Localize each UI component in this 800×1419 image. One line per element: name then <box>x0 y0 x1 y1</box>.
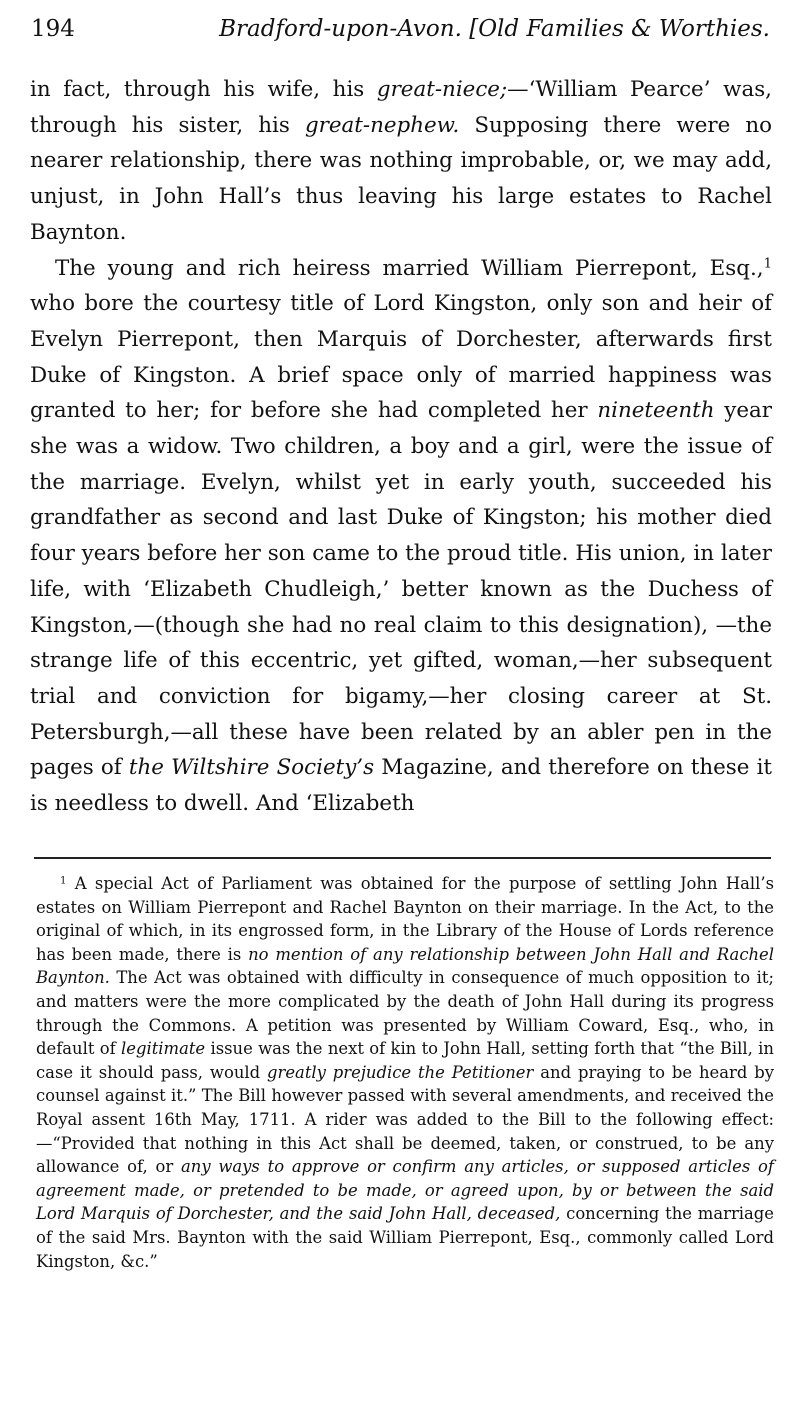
italic-span: legitimate <box>121 1039 206 1059</box>
italic-span: no mention of any relationship between John Hall and Rachel Baynton. <box>36 944 774 988</box>
italic-span: greatly prejudice the Petitioner <box>267 1062 534 1082</box>
text-span: in fact, through his wife, his <box>30 77 377 102</box>
text-span: and praying to be heard by counsel against it.” The Bill however passed with several amendments, and received the Royal assent 16th May, 1711. A rider was added to the Bill to the following effect:—“Provided that nothing in this Act shall be deemed, taken, or construed, to be any allowance of, or <box>36 1062 774 1177</box>
running-head <box>219 16 770 42</box>
text-span: Magazine, and therefore on these it is needless to dwell. And ‘Elizabeth <box>30 755 773 817</box>
text-span: A special Act of Parliament was obtained for the purpose of settling John Hall’s estates on William Pierrepont and Rachel Baynton on their marriage. In the Act, to the original of which, in its engrossed form, in the Library of the House of Lords reference has been made, there is <box>36 874 774 964</box>
text-span: issue was the next of kin to John Hall, setting forth that “the Bill, in case it should pass, would <box>36 1039 774 1082</box>
footnote-reference: 1 <box>763 256 772 272</box>
footnote-divider <box>34 857 771 859</box>
italic-span: great-niece; <box>376 77 508 102</box>
body-text <box>30 72 772 822</box>
text-span: Supposing there were no nearer relationship, there was nothing improbable, or, we may add, unjust, in John Hall’s thus leaving his large estates to Rachel Baynton. <box>30 112 772 245</box>
italic-span: any ways to approve or confirm any articles, or supposed articles of agreement made, or pretended to be made, or agreed upon, by or between the said Lord Marquis of Dorchester, and the said John Hall, deceased, <box>36 1157 774 1224</box>
running-title: Bradford-upon-Avon. <box>219 16 462 42</box>
paragraph-1 <box>30 72 772 251</box>
text-span: The Act was obtained with difficulty in consequence of much opposition to it; and matters were the more complicated by the death of John Hall during its progress through the Commons. A petition was presented by William Coward, Esq., who, in default of <box>36 968 774 1059</box>
text-span: The young and rich heiress married William Pierrepont, Esq., <box>55 255 764 281</box>
text-span: concerning the marriage of the said Mrs. Baynton with the said William Pierrepont, Esq., commonly called Lord Kingston, &c.” <box>36 1204 774 1271</box>
page-number: 194 <box>31 16 75 42</box>
italic-span: great-nephew. <box>304 112 460 138</box>
footnote-marker: 1 <box>60 875 67 887</box>
footnote-text <box>36 872 774 1273</box>
text-span: —‘William Pearce’ was, through his sister, his <box>30 77 772 138</box>
italic-span: the Wiltshire Society’s <box>128 755 375 781</box>
paragraph-2 <box>30 251 772 822</box>
footnote <box>36 872 774 1273</box>
running-section: [Old Families & Worthies. <box>469 16 770 42</box>
page-header <box>31 16 770 48</box>
text-span: year she was a widow. Two children, a boy and a girl, were the issue of the marriage. Evelyn, whilst yet in early youth, succeeded his grandfather as second and last Duke of Kingston; his mother died four years before her son came to the proud title. His union, in later life, with ‘Elizabeth Chudleigh,’ better known as the Duchess of Kingston,—(though she had no real claim to this designation), —the strange life of this eccentric, yet gifted, woman,—her subsequent trial and conviction for bigamy,—her closing career at St. Petersburgh,—all these have been related by an abler pen in the pages of <box>30 398 772 781</box>
text-span: who bore the courtesy title of Lord Kingston, only son and heir of Evelyn Pierrepont, then Marquis of Dorchester, afterwards first Duke of Kingston. A brief space only of married happiness was granted to her; for before she had completed her <box>30 291 772 424</box>
italic-span: nineteenth <box>597 398 715 424</box>
